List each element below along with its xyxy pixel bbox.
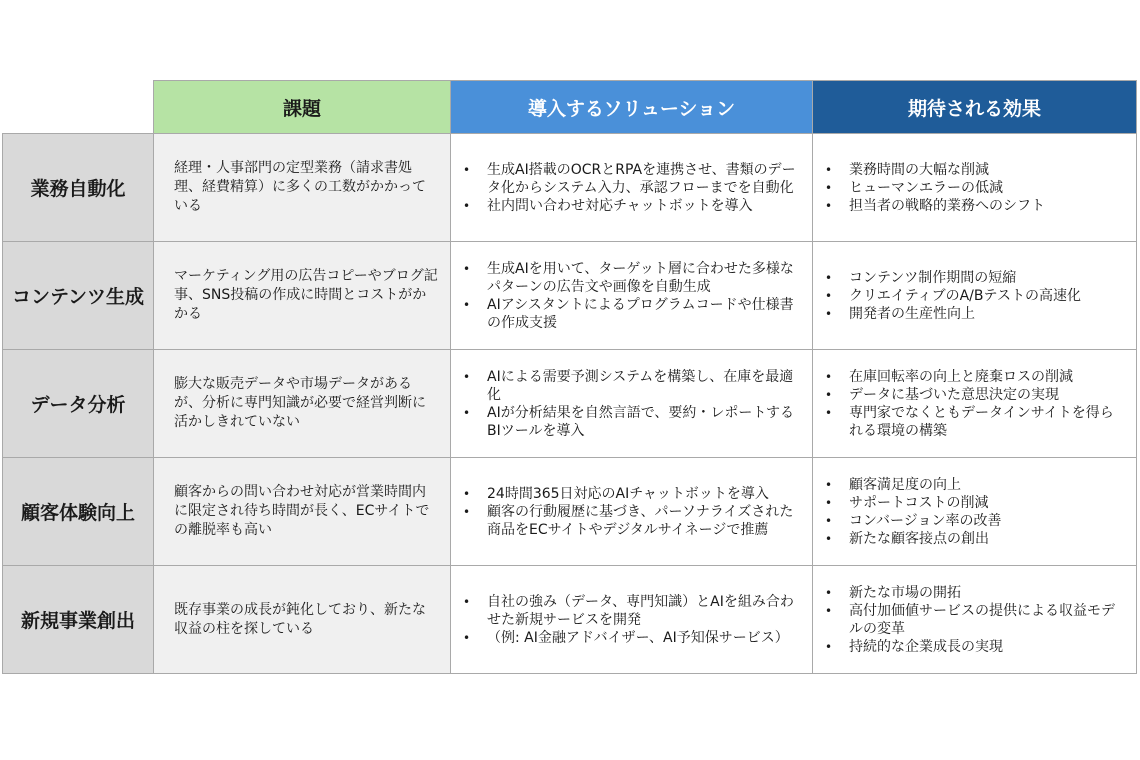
- effect-list: [813, 584, 1136, 656]
- effect-item: • 担当者の戦略的業務へのシフト: [825, 197, 1126, 215]
- row-category-label: 新規事業創出: [3, 566, 154, 674]
- header-issue: 課題: [154, 81, 451, 134]
- table-row: [3, 566, 1137, 674]
- table-row: [3, 350, 1137, 458]
- ai-use-case-table: [2, 80, 1137, 674]
- effect-cell: [813, 458, 1137, 566]
- issue-cell: 経理・人事部門の定型業務（請求書処理、経費精算）に多くの工数がかかっている: [154, 134, 451, 242]
- effect-list: [813, 476, 1136, 548]
- issue-cell: 膨大な販売データや市場データがあるが、分析に専門知識が必要で経営判断に活かしきれていない: [154, 350, 451, 458]
- solution-cell: [451, 566, 813, 674]
- effect-list: [813, 269, 1136, 323]
- header-effect: 期待される効果: [813, 81, 1137, 134]
- effect-cell: [813, 566, 1137, 674]
- row-category-label: データ分析: [3, 350, 154, 458]
- solution-list: [451, 368, 812, 440]
- solution-list: [451, 161, 812, 215]
- effect-item: • 新たな市場の開拓: [825, 584, 1126, 602]
- solution-list: [451, 260, 812, 332]
- effect-item: • 開発者の生産性向上: [825, 305, 1126, 323]
- issue-cell: 既存事業の成長が鈍化しており、新たな収益の柱を探している: [154, 566, 451, 674]
- effect-item: • 新たな顧客接点の創出: [825, 530, 1126, 548]
- effect-item: • 持続的な企業成長の実現: [825, 638, 1126, 656]
- header-corner-cell: [3, 81, 154, 134]
- table-body: [3, 134, 1137, 674]
- table-row: [3, 134, 1137, 242]
- solution-item: • （例: AI金融アドバイザー、AI予知保サービス）: [463, 629, 802, 647]
- effect-list: [813, 161, 1136, 215]
- solution-cell: [451, 458, 813, 566]
- solution-item: • AIアシスタントによるプログラムコードや仕様書の作成支援: [463, 296, 802, 332]
- table-header-row: [3, 81, 1137, 134]
- issue-cell: 顧客からの問い合わせ対応が営業時間内に限定され待ち時間が長く、ECサイトでの離脱率も高い: [154, 458, 451, 566]
- solution-item: • AIが分析結果を自然言語で、要約・レポートするBIツールを導入: [463, 404, 802, 440]
- table-row: [3, 242, 1137, 350]
- effect-item: • 在庫回転率の向上と廃棄ロスの削減: [825, 368, 1126, 386]
- solution-cell: [451, 350, 813, 458]
- effect-item: • 顧客満足度の向上: [825, 476, 1126, 494]
- effect-cell: [813, 350, 1137, 458]
- solution-item: • 自社の強み（データ、専門知識）とAIを組み合わせた新規サービスを開発: [463, 593, 802, 629]
- effect-cell: [813, 134, 1137, 242]
- issue-cell: マーケティング用の広告コピーやブログ記事、SNS投稿の作成に時間とコストがかかる: [154, 242, 451, 350]
- solution-list: [451, 485, 812, 539]
- solution-item: • 生成AI搭載のOCRとRPAを連携させ、書類のデータ化からシステム入力、承認フローまでを自動化: [463, 161, 802, 197]
- effect-item: • クリエイティブのA/Bテストの高速化: [825, 287, 1126, 305]
- effect-item: • 業務時間の大幅な削減: [825, 161, 1126, 179]
- solution-item: • AIによる需要予測システムを構築し、在庫を最適化: [463, 368, 802, 404]
- effect-list: [813, 368, 1136, 440]
- comparison-table-wrapper: [2, 80, 1136, 674]
- effect-item: • サポートコストの削減: [825, 494, 1126, 512]
- solution-item: • 社内問い合わせ対応チャットボットを導入: [463, 197, 802, 215]
- row-category-label: 業務自動化: [3, 134, 154, 242]
- table-row: [3, 458, 1137, 566]
- solution-item: • 顧客の行動履歴に基づき、パーソナライズされた商品をECサイトやデジタルサイネージで推薦: [463, 503, 802, 539]
- solution-item: • 24時間365日対応のAIチャットボットを導入: [463, 485, 802, 503]
- effect-item: • コンバージョン率の改善: [825, 512, 1126, 530]
- effect-item: • コンテンツ制作期間の短縮: [825, 269, 1126, 287]
- solution-list: [451, 593, 812, 647]
- solution-cell: [451, 134, 813, 242]
- effect-item: • ヒューマンエラーの低減: [825, 179, 1126, 197]
- solution-item: • 生成AIを用いて、ターゲット層に合わせた多様なパターンの広告文や画像を自動生成: [463, 260, 802, 296]
- row-category-label: 顧客体験向上: [3, 458, 154, 566]
- effect-item: • データに基づいた意思決定の実現: [825, 386, 1126, 404]
- header-solution: 導入するソリューション: [451, 81, 813, 134]
- effect-cell: [813, 242, 1137, 350]
- solution-cell: [451, 242, 813, 350]
- row-category-label: コンテンツ生成: [3, 242, 154, 350]
- effect-item: • 高付加価値サービスの提供による収益モデルの変革: [825, 602, 1126, 638]
- effect-item: • 専門家でなくともデータインサイトを得られる環境の構築: [825, 404, 1126, 440]
